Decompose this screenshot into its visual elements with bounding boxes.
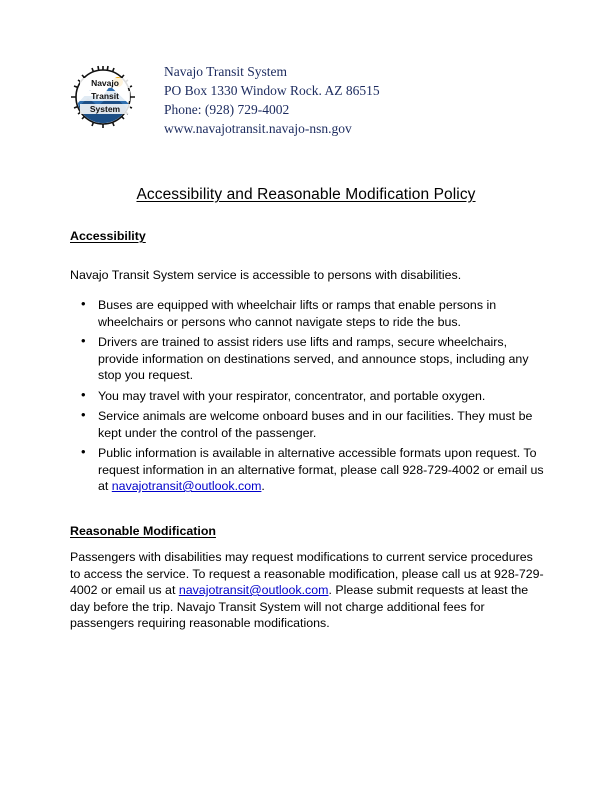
list-item-with-email <box>70 445 544 495</box>
list-item: • Service animals are welcome onboard buses and in our facilities. They must be kept under the control of the passenger. <box>70 408 544 441</box>
org-phone: Phone: (928) 729-4002 <box>164 102 290 117</box>
section-reasonable-modification <box>70 523 544 632</box>
email-link[interactable]: navajotransit@outlook.com <box>178 583 329 597</box>
list-item-text-prefix: Public information is available in alternative accessible formats upon request. To request information in an alternative format, please call 928-729-4002 or email us at <box>98 446 544 493</box>
document-body <box>70 228 544 632</box>
email-link[interactable]: navajotransit@outlook.com <box>111 479 262 493</box>
accessibility-intro-paragraph: Navajo Transit System service is accessible to persons with disabilities. <box>70 267 462 282</box>
org-address: PO Box 1330 Window Rock. AZ 86515 <box>164 83 380 98</box>
letterhead <box>60 62 380 138</box>
letterhead-text <box>164 62 380 138</box>
org-website-link[interactable]: www.navajotransit.navajo-nsn.gov <box>164 121 352 136</box>
page-title <box>0 186 612 204</box>
svg-text:Navajo: Navajo <box>91 78 119 88</box>
org-name: Navajo Transit System <box>164 64 288 79</box>
section-heading-accessibility: Accessibility <box>70 229 146 243</box>
list-item: • You may travel with your respirator, concentrator, and portable oxygen. <box>70 388 544 405</box>
paragraph-text-part2: . Please submit requests at least the day before the trip. Navajo Transit System will not charge additional fees for passengers requiring reasonable modifications. <box>70 583 529 630</box>
svg-text:System: System <box>89 104 121 114</box>
page-title-text: Accessibility and Reasonable Modification Policy <box>136 186 476 203</box>
reasonable-modification-paragraph <box>70 549 544 632</box>
list-item: • Drivers are trained to assist riders use lifts and ramps, secure wheelchairs, provide information on destinations served, and announce stops, including any stop you request. <box>70 334 544 384</box>
svg-text:Transit: Transit <box>91 91 119 101</box>
navajo-transit-system-logo-icon <box>60 64 146 130</box>
accessibility-bullet-list <box>70 297 544 495</box>
paragraph-text-part1: Passengers with disabilities may request modifications to current service procedures to access the service. To request a reasonable modification, please call us at 928-729-4002 or email us at <box>70 550 544 597</box>
list-item: • Buses are equipped with wheelchair lifts or ramps that enable persons in wheelchairs or persons who cannot navigate steps to ride the bus. <box>70 297 544 330</box>
list-item-text-suffix: . <box>261 479 265 493</box>
section-spacer <box>70 499 544 523</box>
section-heading-reasonable-modification: Reasonable Modification <box>70 523 216 538</box>
